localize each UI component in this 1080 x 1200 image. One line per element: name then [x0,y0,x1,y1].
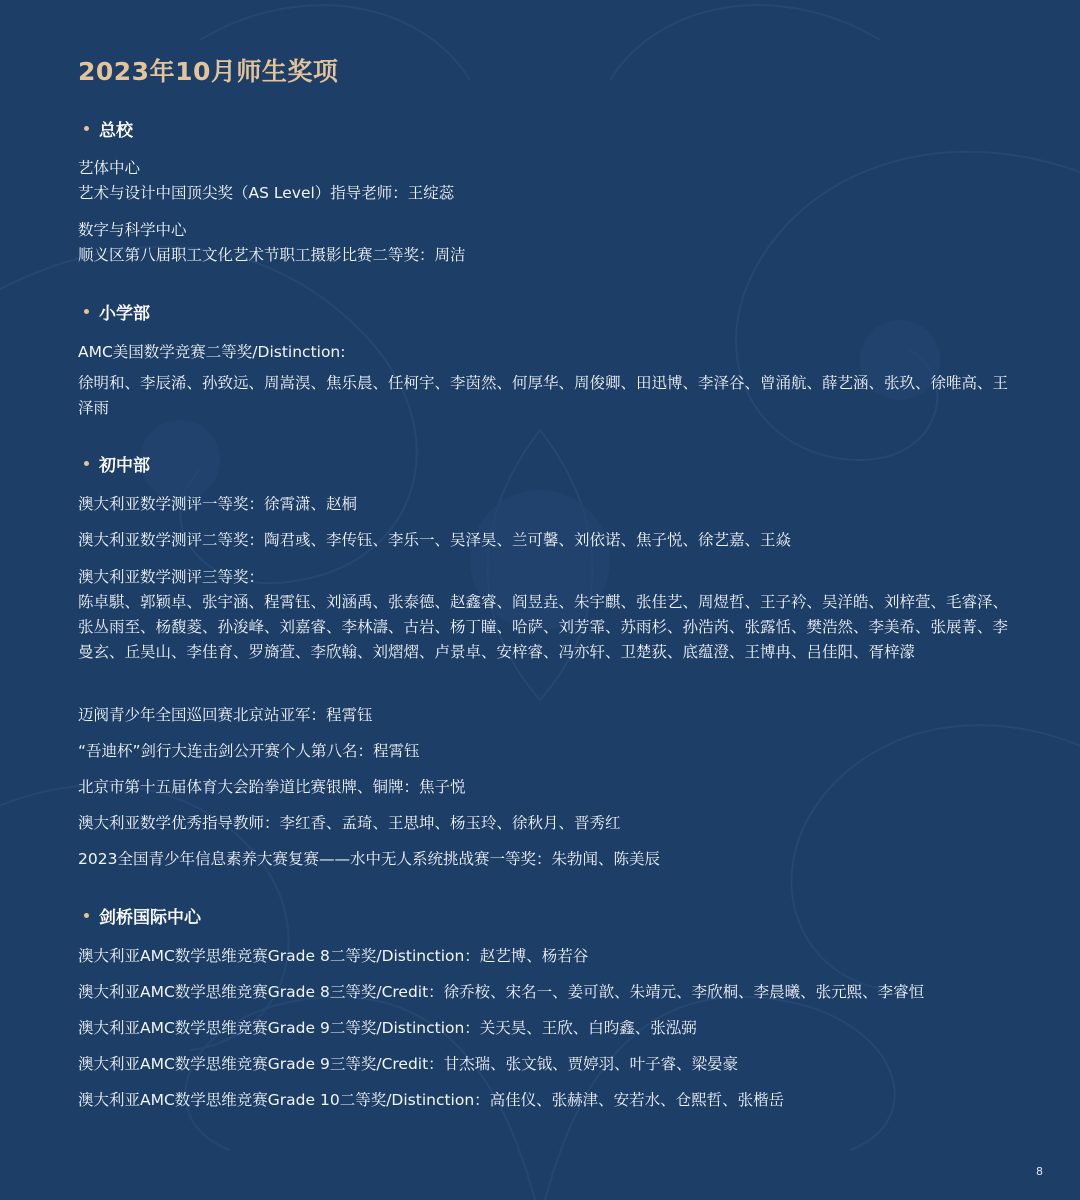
cambridge-award-line: 澳大利亚AMC数学思维竞赛Grade 8三等奖/Credit：徐乔桉、宋名一、姜可歆、朱靖元、李欣桐、李晨曦、张元熙、李睿恒 [78,983,925,1001]
section-heading-junior [80,451,150,476]
bullet-dot-icon [84,461,89,466]
bullet-dot-icon [84,913,89,918]
hq-award-line: 艺术与设计中国顶尖奖（AS Level）指导老师：王绽蕊 [78,184,455,202]
cambridge-award-line: 澳大利亚AMC数学思维竞赛Grade 9三等奖/Credit：甘杰瑞、张文钺、贾婷羽、叶子睿、梁晏豪 [78,1055,739,1073]
cambridge-award-line: 澳大利亚AMC数学思维竞赛Grade 10二等奖/Distinction：高佳仪、张赫津、安若水、仓熙哲、张楷岳 [78,1091,785,1109]
junior-award-line: “吾迪杯”剑行大连击剑公开赛个人第八名：程霄钰 [78,742,420,760]
page-title: 2023年10月师生奖项 [78,57,339,86]
primary-award-title: AMC美国数学竞赛二等奖/Distinction: [78,343,346,361]
section-heading-hq [80,116,133,141]
bullet-dot-icon [84,126,89,131]
page-number: 8 [1036,1165,1043,1178]
junior-award-title: 澳大利亚数学测评三等奖： [78,568,265,586]
junior-award-line: 2023全国青少年信息素养大赛复赛——水中无人系统挑战赛一等奖：朱勃闻、陈美辰 [78,850,660,868]
hq-center-digital: 数字与科学中心 [78,221,187,239]
bullet-dot-icon [84,309,89,314]
junior-award-line: 澳大利亚数学优秀指导教师：李红香、孟琦、王思坤、杨玉玲、徐秋月、晋秀红 [78,814,621,832]
junior-award-names: 陈卓騏、郭颖卓、张宇涵、程霄钰、刘涵禹、张泰德、赵鑫睿、阎昱垚、朱宇麒、张佳艺、周煜哲、王子衿、吴洋皓、刘梓萱、毛睿泽、张丛雨至、杨馥菱、孙浚峰、刘嘉睿、李林濤、古岩、杨丁瞳、哈萨、刘芳霏、苏雨杉、孙浩芮、张露恬、樊浩然、李美希、张展菁、李曼玄、丘昊山、李佳育、罗旖萱、李欣翰、刘熠熠、卢景卓、安梓睿、冯亦轩、卫楚荻、底蕴澄、王博冉、吕佳阳、胥梓濛 [78,593,1009,661]
junior-award-line: 澳大利亚数学测评二等奖：陶君彧、李传钰、李乐一、吴泽昊、兰可馨、刘依诺、焦子悦、徐艺嘉、王焱 [78,531,792,549]
hq-award-line: 顺义区第八届职工文化艺术节职工摄影比赛二等奖：周洁 [78,246,466,264]
section-heading-text: 总校 [99,121,133,141]
primary-award-names: 徐明和、李辰浠、孙致远、周嵩淏、焦乐晨、任柯宇、李茵然、何厚华、周俊卿、田迅博、李泽谷、曾涌航、薛艺涵、张玖、徐唯高、王泽雨 [78,374,1009,417]
cambridge-award-line: 澳大利亚AMC数学思维竞赛Grade 9二等奖/Distinction：关天昊、王欣、白昀鑫、张泓弼 [78,1019,697,1037]
junior-award-line: 澳大利亚数学测评一等奖：徐霄潇、赵桐 [78,495,358,513]
section-heading-text: 剑桥国际中心 [99,908,201,928]
section-heading-text: 小学部 [99,304,150,324]
section-heading-text: 初中部 [99,456,150,476]
hq-center-arts: 艺体中心 [78,159,141,177]
section-heading-primary [80,299,150,324]
junior-award-line: 北京市第十五届体育大会跆拳道比赛银牌、铜牌：焦子悦 [78,778,466,796]
junior-award-line: 迈阀青少年全国巡回赛北京站亚军：程霄钰 [78,706,373,724]
cambridge-award-line: 澳大利亚AMC数学思维竞赛Grade 8二等奖/Distinction：赵艺博、杨若谷 [78,947,589,965]
section-heading-cambridge [80,903,201,928]
